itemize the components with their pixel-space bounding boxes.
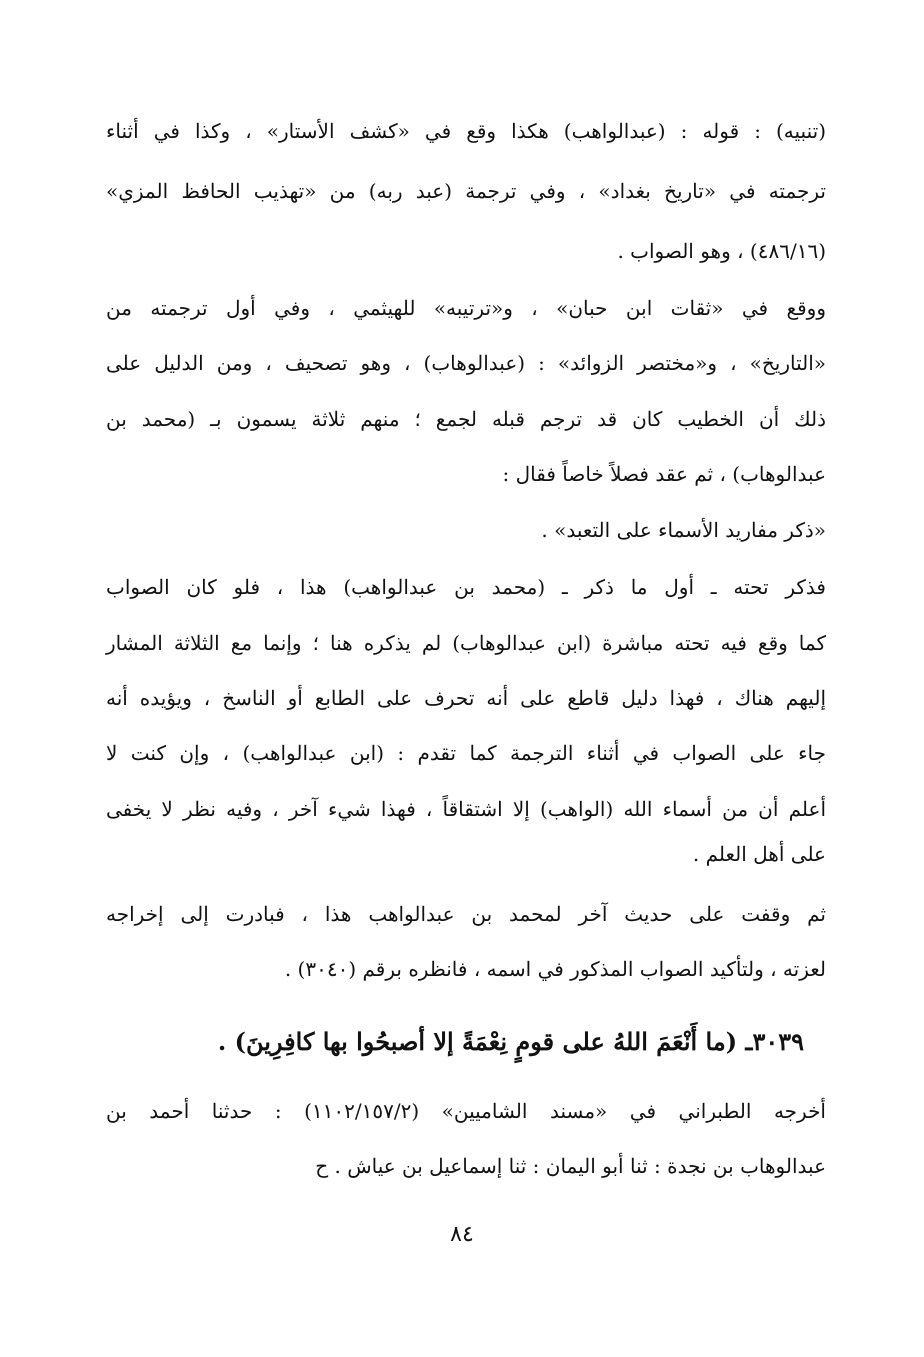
paragraph-3-line-1: «ذكر مفاريد الأسماء على التعبد» . [541, 518, 826, 542]
paragraph-1-line-2: ترجمته في «تاريخ بغداد» ، وفي ترجمة (عبد ربه) من «تهذيب الحافظ المزي» [106, 179, 826, 203]
paragraph-4-line-2: كما وقع فيه تحته مباشرة (ابن عبدالوهاب) لم يذكره هنا ؛ وإنما مع الثلاثة المشار [106, 631, 826, 655]
hadith-heading: ٣٠٣٩ـ (ما أَنْعَمَ اللهُ على قومٍ نِعْمَةً إلا أصبحُوا بها كافِرِينَ) . [217, 1027, 804, 1056]
paragraph-4-line-6: على أهل العلم . [692, 842, 826, 866]
paragraph-5-line-1: ثم وقفت على حديث آخر لمحمد بن عبدالواهب هذا ، فبادرت إلى إخراجه [106, 902, 826, 926]
paragraph-4-line-3: إليهم هناك ، فهذا دليل قاطع على أنه تحرف على الطابع أو الناسخ ، ويؤيده أنه [106, 686, 826, 710]
paragraph-2-line-2: «التاريخ» ، و«مختصر الزوائد» : (عبدالوهاب) ، وهو تصحيف ، ومن الدليل على [106, 351, 826, 375]
paragraph-2-line-1: ووقع في «ثقات ابن حبان» ، و«ترتيبه» للهيثمي ، وفي أول ترجمته من [106, 296, 826, 320]
paragraph-1-line-1: (تنبيه) : قوله : (عبدالواهب) هكذا وقع في «كشف الأستار» ، وكذا في أثناء [106, 119, 826, 143]
source-paragraph-line-1: أخرجه الطبراني في «مسند الشاميين» (١١٠٢/١٥٧/٢) : حدثنا أحمد بن [106, 1099, 826, 1123]
paragraph-2-line-3: ذلك أن الخطيب كان قد ترجم قبله لجمع ؛ منهم ثلاثة يسمون بـ (محمد بن [106, 407, 826, 431]
page-number: ٨٤ [450, 1222, 474, 1247]
paragraph-2-line-4: عبدالوهاب) ، ثم عقد فصلاً خاصاً فقال : [502, 462, 826, 486]
paragraph-4-line-1: فذكر تحته ـ أول ما ذكر ـ (محمد بن عبدالواهب) هذا ، فلو كان الصواب [106, 575, 826, 599]
paragraph-5-line-2: لعزته ، ولتأكيد الصواب المذكور في اسمه ، فانظره برقم (٣٠٤٠) . [284, 957, 826, 981]
paragraph-4-line-5: أعلم أن من أسماء الله (الواهب) إلا اشتقاقاً ، فهذا شيء آخر ، وفيه نظر لا يخفى [106, 797, 826, 821]
paragraph-1-line-3: (٤٨٦/١٦) ، وهو الصواب . [617, 239, 826, 263]
source-paragraph-line-2: عبدالوهاب بن نجدة : ثنا أبو اليمان : ثنا إسماعيل بن عياش . ح [315, 1154, 826, 1178]
paragraph-4-line-4: جاء على الصواب في أثناء الترجمة كما تقدم : (ابن عبدالواهب) ، وإن كنت لا [106, 741, 826, 765]
